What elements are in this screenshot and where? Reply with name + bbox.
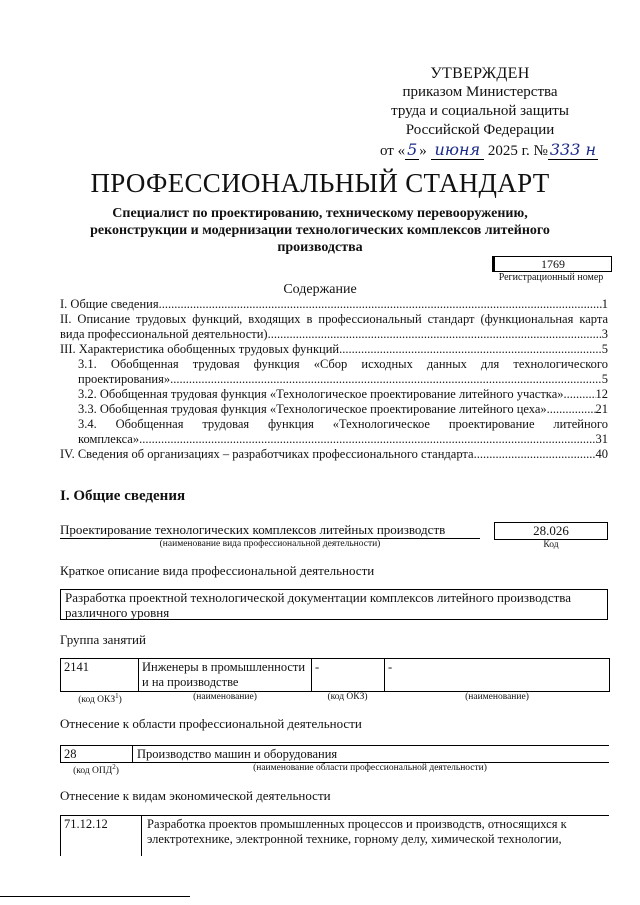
- caption-okz-name: (наименование): [193, 692, 257, 702]
- group-name-2: -: [388, 660, 393, 674]
- group-code-1: 2141: [64, 660, 89, 674]
- activity-code: 28.026: [494, 522, 608, 540]
- toc-item[interactable]: III. Характеристика обобщенных трудовых функций ..... 5: [60, 342, 608, 357]
- toc-item[interactable]: II. Описание трудовых функций, входящих в профессиональный стандарт (функциональная карта вида профессиональной деятельности) ..... 3: [60, 312, 608, 342]
- activity-caption: (наименование вида профессиональной деятельности): [159, 539, 381, 549]
- caption-opd-code: (код ОПД$^2$): [73, 763, 119, 777]
- area-table: [60, 745, 609, 763]
- toc-item[interactable]: 3.3. Обобщенная трудовая функция «Технологическое проектирование литейного цеха» ..... 21: [60, 402, 608, 417]
- order-number: 333 н: [549, 140, 597, 159]
- approval-line-2: труда и социальной защиты: [391, 103, 569, 119]
- toc-item[interactable]: 3.4. Обобщенная трудовая функция «Технологическое проектирование литейного комплекса» ..... 31: [60, 417, 608, 447]
- caption-okz-code-2: (код ОКЗ): [327, 692, 368, 702]
- document-title: ПРОФЕССИОНАЛЬНЫЙ СТАНДАРТ: [90, 168, 550, 198]
- toc-item[interactable]: 3.2. Обобщенная трудовая функция «Технологическое проектирование литейного участка» ..... 12: [60, 387, 608, 402]
- caption-okz-name-2: (наименование): [465, 692, 529, 702]
- approval-heading: УТВЕРЖДЕН: [430, 65, 530, 82]
- area-code: 28: [64, 747, 77, 761]
- toc-item[interactable]: IV. Сведения об организациях – разработчиках профессионального стандарта ..... 40: [60, 447, 608, 462]
- registration-number: 1769: [492, 256, 612, 272]
- table-of-contents: [60, 297, 608, 462]
- approval-line-1: приказом Министерства: [402, 84, 558, 100]
- footnote-separator: [0, 896, 190, 897]
- date-month: июня: [431, 140, 485, 160]
- section-heading: I. Общие сведения: [60, 488, 186, 504]
- registration-label: Регистрационный номер: [498, 272, 604, 283]
- caption-opd-name: (наименование области профессиональной деятельности): [253, 763, 487, 773]
- approval-date-line: от « 5 » июня 2025 г. № 333 н: [380, 140, 597, 159]
- approval-block: [380, 64, 597, 161]
- toc-item[interactable]: 3.1. Обобщенная трудовая функция «Сбор исходных данных для технологического проектирования» ..... 5: [60, 357, 608, 387]
- date-year: 2025 г. №: [487, 143, 548, 159]
- econ-code: 71.12.12: [64, 817, 108, 831]
- approval-line-3: Российской Федерации: [405, 122, 555, 138]
- group-table: [60, 658, 610, 692]
- brief-description: Разработка проектной технологической документации комплексов литейного производства различного уровня: [60, 589, 608, 620]
- area-name: Производство машин и оборудования: [137, 747, 338, 761]
- date-day: 5: [407, 140, 418, 159]
- group-code-2: -: [315, 660, 320, 674]
- contents-heading: Содержание: [283, 282, 357, 297]
- econ-label: Отнесение к видам экономической деятельности: [60, 788, 331, 803]
- group-label: Группа занятий: [60, 632, 146, 647]
- brief-label: Краткое описание вида профессиональной деятельности: [60, 563, 375, 578]
- area-label: Отнесение к области профессиональной деятельности: [60, 716, 362, 731]
- group-name-1: Инженеры в промышленности и на производстве: [142, 660, 306, 689]
- date-prefix: от «: [380, 143, 406, 159]
- caption-okz-code: (код ОКЗ$^1$): [78, 692, 122, 706]
- activity-name: Проектирование технологических комплексов литейных производств: [60, 522, 480, 539]
- toc-item[interactable]: I. Общие сведения ..... 1: [60, 297, 608, 312]
- document-subtitle: Специалист по проектированию, техническому перевооружению, реконструкции и модернизации технологических комплексов литейного производства: [90, 206, 550, 255]
- econ-table: [60, 815, 609, 856]
- code-caption: Код: [543, 540, 559, 550]
- econ-name: Разработка проектов промышленных процессов и производств, относящихся к электротехнике, электронной технике, горному делу, химической технологии,: [147, 817, 567, 846]
